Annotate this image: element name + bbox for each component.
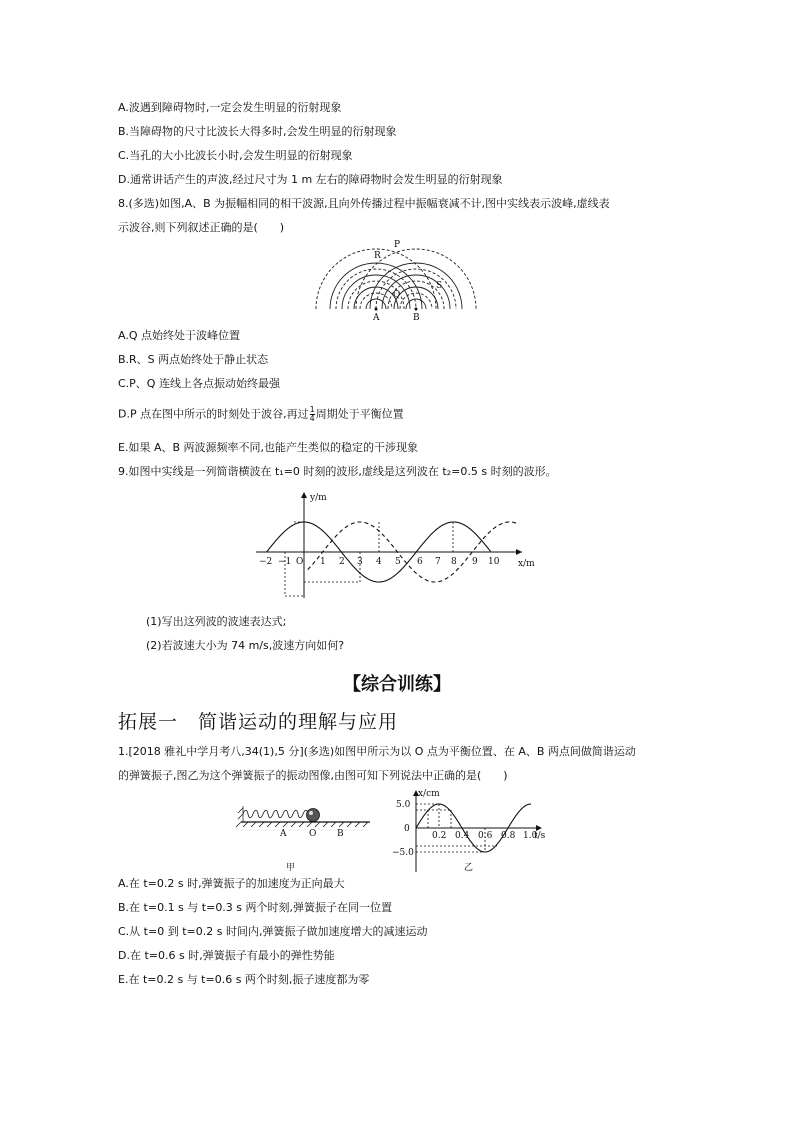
label-o: O [309,829,317,839]
q8-stem-line2: 示波谷,则下列叙述正确的是( ) [118,221,285,234]
tick-label: 9 [472,557,478,567]
source-a-dot [375,308,378,311]
y-axis-label: y/m [310,493,327,503]
y-tick-label: 0 [404,824,410,834]
spring-coil [243,810,312,818]
fraction-numerator: 1 [309,405,315,414]
q8-option-d-pre: D.P 点在图中所示的时刻处于波谷,再过 [118,407,309,421]
tick-label: 7 [435,557,441,567]
x-tick-label: 0.8 [501,831,516,841]
q8-option-d [118,406,404,423]
q7-option-d: D.通常讲话产生的声波,经过尺寸为 1 m 左右的障碍物时会发生明显的衍射现象 [118,173,503,186]
tick-label: 5 [395,557,401,567]
spring-oscillator-figure [236,796,376,876]
quarter-fraction [310,406,315,423]
p1-stem-line2: 的弹簧振子,图乙为这个弹簧振子的振动图像,由图可知下列说法中正确的是( ) [118,769,508,782]
tick-label: 2 [339,557,345,567]
label-q: Q [393,290,401,300]
q8-option-d-post: 周期处于平衡位置 [315,407,404,421]
q8-option-b: B.R、S 两点始终处于静止状态 [118,353,269,366]
q7-option-c: C.当孔的大小比波长小时,会发生明显的衍射现象 [118,149,353,162]
origin-label: O [296,557,304,567]
x-tick-label: 0.4 [455,831,470,841]
label-b: B [337,829,344,839]
q8-option-c: C.P、Q 连线上各点振动始终最强 [118,377,280,390]
x-tick-label: 1.0 [523,831,538,841]
tick-label: 6 [417,557,423,567]
q7-option-a: A.波遇到障碍物时,一定会发生明显的衍射现象 [118,101,342,114]
p1-option-c: C.从 t=0 到 t=0.2 s 时间内,弹簧振子做加速度增大的减速运动 [118,925,428,938]
q8-option-e: E.如果 A、B 两波源频率不同,也能产生类似的稳定的干涉现象 [118,441,419,454]
vibration-graph [390,788,560,878]
caption-yi: 乙 [464,863,474,873]
source-b-dot [415,308,418,311]
tick-label: 4 [376,557,382,567]
p1-option-a: A.在 t=0.2 s 时,弹簧振子的加速度为正向最大 [118,877,345,890]
tick-label: 8 [451,557,457,567]
ball-icon [307,809,320,822]
p1-option-e: E.在 t=0.2 s 与 t=0.6 s 两个时刻,振子速度都为零 [118,973,370,986]
interference-figure [312,236,492,326]
y-axis-label: x/cm [418,789,440,799]
y-axis-arrow [301,492,307,498]
y-tick-label: 5.0 [396,800,411,810]
label-r: R [374,251,381,261]
wave-graph [252,488,542,603]
x-tick-label: 0.6 [478,831,493,841]
training-heading: 【综合训练】 [343,674,451,695]
label-p: P [394,240,401,250]
section-title: 拓展一 简谐运动的理解与应用 [118,711,399,733]
tick-label: −2 [259,557,273,567]
ball-highlight [309,811,313,815]
y-tick-label: −5.0 [392,848,414,858]
q8-option-a: A.Q 点始终处于波峰位置 [118,329,240,342]
q8-stem-line1: 8.(多选)如图,A、B 为振幅相同的相干波源,且向外传播过程中振幅衰减不计,图中实线表示波峰,虚线表 [118,197,610,210]
q9-sub1: (1)写出这列波的波速表达式; [146,615,287,628]
label-s: S [436,281,443,291]
p1-stem-line1: 1.[2018 雅礼中学月考八,34(1),5 分](多选)如图甲所示为以 O 点为平衡位置、在 A、B 两点间做简谐运动 [118,745,636,758]
p1-option-d: D.在 t=0.6 s 时,弹簧振子有最小的弹性势能 [118,949,335,962]
caption-jia: 甲 [286,863,296,873]
q9-stem: 9.如图中实线是一列简谐横波在 t₁=0 时刻的波形,虚线是这列波在 t₂=0.5 s 时刻的波形。 [118,465,557,478]
label-a: A [373,313,380,323]
x-axis-label: x/m [518,559,535,569]
x-tick-label: 0.2 [432,831,447,841]
label-b: B [413,313,420,323]
x-axis-arrow [516,549,522,555]
tick-label: 10 [488,557,500,567]
tick-label: 1 [320,557,326,567]
q9-sub2: (2)若波速大小为 74 m/s,波速方向如何? [146,639,345,652]
t-axis-label: t/s [534,831,546,841]
q7-option-b: B.当障碍物的尺寸比波长大得多时,会发生明显的衍射现象 [118,125,397,138]
p1-option-b: B.在 t=0.1 s 与 t=0.3 s 两个时刻,弹簧振子在同一位置 [118,901,393,914]
label-a: A [280,829,287,839]
tick-label: 3 [357,557,363,567]
fraction-denominator: 4 [309,414,315,423]
tick-label: −1 [278,557,292,567]
